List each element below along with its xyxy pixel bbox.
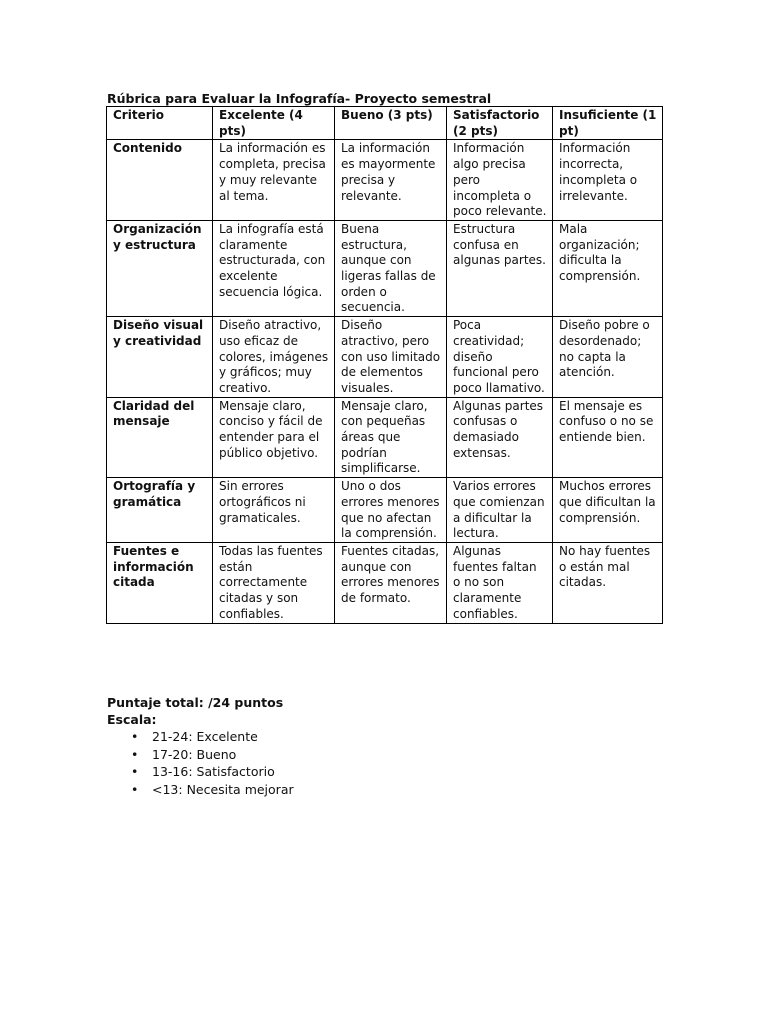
table-cell: Diseño atractivo, pero con uso limitado de elementos visuales. bbox=[335, 317, 447, 398]
header-criterio: Criterio bbox=[107, 107, 213, 140]
table-cell: Mensaje claro, conciso y fácil de entender para el público objetivo. bbox=[213, 397, 335, 478]
table-row bbox=[107, 542, 663, 623]
table-cell: Algunas fuentes faltan o no son claramente confiables. bbox=[447, 542, 553, 623]
table-cell: La información es mayormente precisa y relevante. bbox=[335, 140, 447, 221]
table-cell: Poca creatividad; diseño funcional pero poco llamativo. bbox=[447, 317, 553, 398]
criterion-cell: Organización y estructura bbox=[107, 220, 213, 316]
header-satisfactorio: Satisfactorio (2 pts) bbox=[447, 107, 553, 140]
table-cell: La información es completa, precisa y muy relevante al tema. bbox=[213, 140, 335, 221]
table-cell: Uno o dos errores menores que no afectan la comprensión. bbox=[335, 478, 447, 543]
table-cell: Diseño pobre o desordenado; no capta la atención. bbox=[553, 317, 663, 398]
header-bueno: Bueno (3 pts) bbox=[335, 107, 447, 140]
table-cell: La infografía está claramente estructurada, con excelente secuencia lógica. bbox=[213, 220, 335, 316]
table-row bbox=[107, 317, 663, 398]
criterion-cell: Diseño visual y creatividad bbox=[107, 317, 213, 398]
table-header-row bbox=[107, 107, 663, 140]
criterion-cell: Ortografía y gramática bbox=[107, 478, 213, 543]
bullet-icon: • bbox=[131, 781, 139, 797]
table-row bbox=[107, 140, 663, 221]
table-cell: Algunas partes confusas o demasiado extensas. bbox=[447, 397, 553, 478]
table-cell: Mala organización; dificulta la comprensión. bbox=[553, 220, 663, 316]
table-cell: Mensaje claro, con pequeñas áreas que podrían simplificarse. bbox=[335, 397, 447, 478]
list-item bbox=[107, 781, 294, 799]
table-row bbox=[107, 220, 663, 316]
scale-item-text: <13: Necesita mejorar bbox=[152, 781, 294, 797]
bullet-icon: • bbox=[131, 746, 139, 762]
scale-list bbox=[107, 728, 294, 798]
table-cell: Fuentes citadas, aunque con errores menores de formato. bbox=[335, 542, 447, 623]
table-cell: Sin errores ortográficos ni gramaticales. bbox=[213, 478, 335, 543]
table-cell: Información algo precisa pero incompleta o poco relevante. bbox=[447, 140, 553, 221]
scale-item-text: 21-24: Excelente bbox=[152, 729, 258, 744]
table-row bbox=[107, 478, 663, 543]
table-cell: Muchos errores que dificultan la comprensión. bbox=[553, 478, 663, 543]
bullet-icon: • bbox=[131, 764, 139, 779]
table-cell: No hay fuentes o están mal citadas. bbox=[553, 542, 663, 623]
header-excelente: Excelente (4 pts) bbox=[213, 107, 335, 140]
table-row bbox=[107, 397, 663, 478]
scale-item-text: 17-20: Bueno bbox=[152, 746, 237, 762]
document-title: Rúbrica para Evaluar la Infografía- Proyecto semestral bbox=[107, 91, 492, 106]
table-cell: El mensaje es confuso o no se entiende bien. bbox=[553, 397, 663, 478]
table-cell: Varios errores que comienzan a dificultar la lectura. bbox=[447, 478, 553, 543]
table-cell: Todas las fuentes están correctamente citadas y son confiables. bbox=[213, 542, 335, 623]
score-summary bbox=[107, 695, 294, 798]
header-insuficiente: Insuficiente (1 pt) bbox=[553, 107, 663, 140]
table-cell: Diseño atractivo, uso eficaz de colores, imágenes y gráficos; muy creativo. bbox=[213, 317, 335, 398]
scale-item-text: 13-16: Satisfactorio bbox=[152, 764, 275, 779]
bullet-icon: • bbox=[131, 729, 139, 744]
table-cell: Buena estructura, aunque con ligeras fallas de orden o secuencia. bbox=[335, 220, 447, 316]
table-cell: Estructura confusa en algunas partes. bbox=[447, 220, 553, 316]
list-item bbox=[107, 746, 294, 764]
list-item bbox=[107, 728, 294, 746]
list-item bbox=[107, 763, 294, 781]
total-score-label: Puntaje total: /24 puntos bbox=[107, 695, 284, 710]
rubric-table bbox=[106, 106, 663, 624]
criterion-cell: Contenido bbox=[107, 140, 213, 221]
criterion-cell: Claridad del mensaje bbox=[107, 397, 213, 478]
scale-label: Escala: bbox=[107, 711, 157, 727]
criterion-cell: Fuentes e información citada bbox=[107, 542, 213, 623]
table-cell: Información incorrecta, incompleta o irrelevante. bbox=[553, 140, 663, 221]
